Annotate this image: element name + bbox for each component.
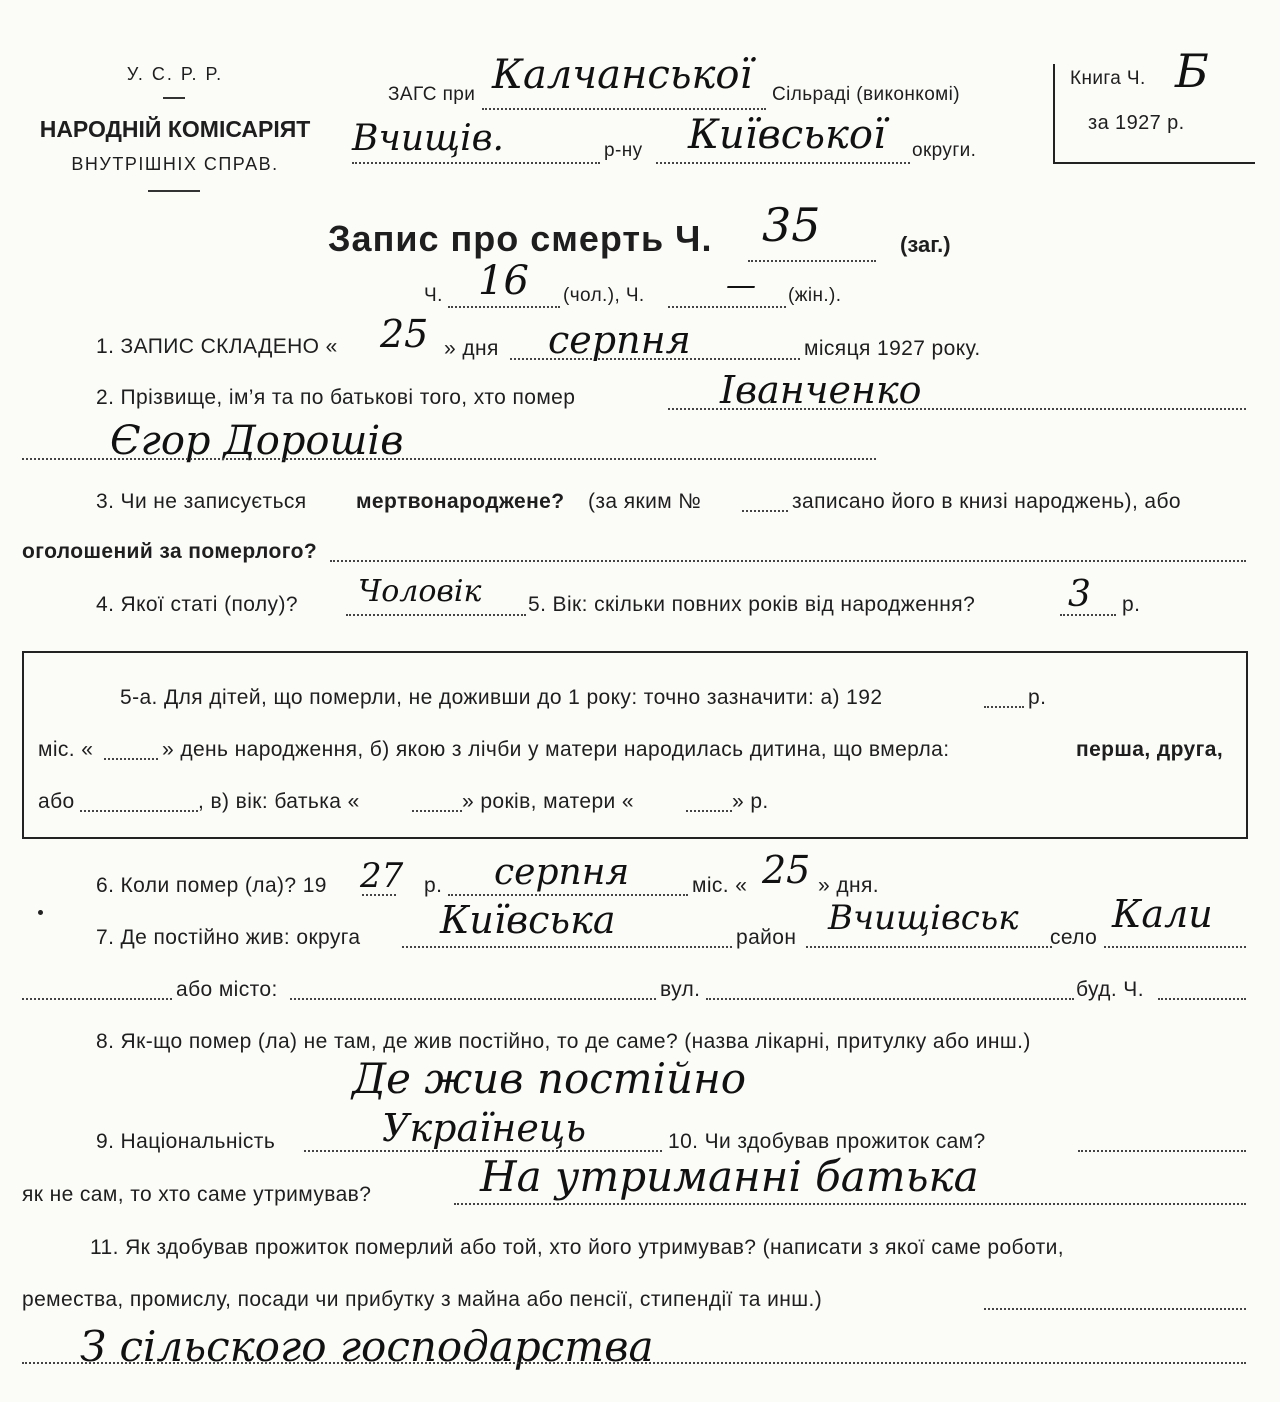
zags-council-hw: Калчанської [492, 52, 753, 98]
field7-f: буд. Ч. [1076, 978, 1144, 1001]
field3-bold2: оголошений за померлого? [22, 540, 318, 563]
header-ussr: У. С. Р. Р. [126, 64, 224, 84]
dotted-line [482, 108, 766, 110]
dotted-line [686, 810, 732, 812]
dotted-line [748, 260, 876, 262]
field8-hw: Де жив постійно [352, 1054, 747, 1103]
dotted-line [984, 1308, 1246, 1310]
field7-d: або місто: [176, 978, 278, 1001]
dotted-line [984, 706, 1024, 708]
book-label: Книга Ч. [1070, 68, 1146, 89]
field5-hw: 3 [1068, 574, 1091, 615]
field5a-line1b: р. [1028, 686, 1047, 709]
zags-prefix: ЗАГС при [388, 84, 476, 105]
dotted-line [362, 894, 396, 896]
dotted-line [1078, 1150, 1246, 1152]
field7-c: село [1050, 926, 1098, 949]
field9-hw: Українець [382, 1106, 587, 1150]
dotted-line [290, 998, 656, 1000]
field3-line1b: (за яким № [588, 490, 702, 513]
field7-okrug-hw: Київська [440, 898, 616, 942]
title-number-hw: 35 [762, 198, 821, 252]
page-title: Запис про смерть Ч. [328, 218, 713, 259]
dotted-line [1104, 946, 1246, 948]
dotted-line [412, 810, 462, 812]
zags-suffix: Сільраді (виконкомі) [772, 84, 960, 105]
field5a-line2a: міс. « [38, 738, 94, 761]
field10-hw: На утриманні батька [480, 1152, 979, 1201]
book-number-hw: Б [1175, 44, 1209, 98]
field5a-bold: перша, друга, [1076, 738, 1224, 761]
dotted-line [656, 162, 910, 164]
field11-hw: З сільского господарства [80, 1322, 654, 1371]
dotted-line [330, 560, 1246, 562]
field7-a: 7. Де постійно жив: округа [96, 926, 361, 949]
field10-b: як не сам, то хто саме утримував? [22, 1183, 372, 1206]
field5a-line2b: » день народження, б) якою з лічби у матери народилась дитина, що вмерла: [162, 738, 950, 761]
field2-name-hw: Єгор Дорошів [110, 418, 404, 464]
dotted-line [22, 1362, 1246, 1364]
dotted-line [22, 998, 172, 1000]
field7-village-hw: Кали [1112, 892, 1213, 936]
field6-a: 6. Коли помер (ла)? 19 [96, 874, 327, 897]
subnumber-ch1: Ч. [424, 285, 443, 306]
field7-b: район [736, 926, 797, 949]
dotted-line [668, 306, 786, 308]
dotted-line [448, 306, 560, 308]
field7-e: вул. [660, 978, 701, 1001]
divider [163, 97, 185, 99]
field2-label: 2. Прізвище, ім’я та по батькові того, хто помер [96, 386, 576, 409]
zags-okrug-hw: Київської [688, 112, 886, 158]
field5-unit: р. [1122, 593, 1141, 616]
header-dept: ВНУТРІШНІХ СПРАВ. [71, 154, 279, 174]
field5a-line3c: » років, матери « [462, 790, 634, 813]
field3-line1a: 3. Чи не записується [96, 490, 307, 513]
dotted-line [104, 758, 158, 760]
field3-bold1: мертвонароджене? [356, 490, 565, 513]
field10-label: 10. Чи здобував прожиток сам? [668, 1130, 986, 1153]
field3-line1c: записано його в книзі народжень), або [792, 490, 1181, 513]
dotted-line [454, 1203, 1246, 1205]
field8-label: 8. Як-що помер (ла) не там, де жив постійно, то де саме? (назва лікарні, притулку або инш.) [96, 1030, 1031, 1053]
field1-mid: » дня [444, 337, 499, 360]
dotted-line [806, 946, 1052, 948]
field5a-line3a: або [38, 790, 75, 813]
field6-b: р. [424, 874, 443, 897]
field1-suffix: місяця 1927 року. [804, 337, 981, 360]
zags-rayon-label: р-ну [604, 140, 643, 161]
dotted-line [448, 894, 688, 896]
dotted-line [1060, 614, 1116, 616]
dotted-line [352, 162, 600, 164]
stray-dot [38, 910, 43, 915]
dotted-line [706, 998, 1074, 1000]
field5a-line3d: » р. [732, 790, 769, 813]
title-suffix: (заг.) [900, 232, 951, 257]
field4-label: 4. Якої статі (полу)? [96, 593, 298, 616]
dotted-line [1158, 998, 1246, 1000]
field6-day-hw: 25 [762, 848, 811, 892]
header-commissariat: НАРОДНІЙ КОМІСАРІЯТ [39, 116, 311, 142]
dotted-line [402, 946, 732, 948]
female-label: (жін.). [788, 285, 842, 306]
field11-line1: 11. Як здобував прожиток померлий або той, хто його утримував? (написати з якої саме роботи, [90, 1236, 1064, 1259]
field7-rayon-hw: Вчищівськ [828, 898, 1019, 938]
dotted-line [80, 810, 198, 812]
field6-month-hw: серпня [494, 852, 630, 893]
male-label: (чол.), Ч. [563, 285, 645, 306]
zags-rayon-hw: Вчищів. [352, 118, 504, 159]
field5a-line3b: , в) вік: батька « [198, 790, 360, 813]
field1-day-hw: 25 [380, 312, 429, 356]
dotted-line [22, 458, 876, 460]
field9-label: 9. Національність [96, 1130, 276, 1153]
field6-c: міс. « [692, 874, 748, 897]
field1-month-hw: серпня [548, 318, 691, 362]
dotted-line [742, 510, 788, 512]
field6-d: » дня. [818, 874, 879, 897]
field4-hw: Чоловік [358, 574, 482, 609]
field5a-line1a: 5-а. Для дітей, що померли, не доживши до 1 року: точно зазначити: а) 192 [120, 686, 883, 709]
female-number-hw: — [726, 268, 756, 303]
zags-okrug-label: округи. [912, 140, 977, 161]
field5-label: 5. Вік: скільки повних років від народження? [528, 593, 976, 616]
dotted-line [346, 614, 526, 616]
divider [148, 190, 200, 192]
field6-year-hw: 27 [360, 856, 404, 896]
book-year: за 1927 р. [1088, 112, 1185, 134]
field2-surname-hw: Іванченко [720, 368, 922, 412]
field1-prefix: 1. ЗАПИС СКЛАДЕНО « [96, 335, 338, 358]
male-number-hw: 16 [478, 258, 529, 304]
field11-line2: ремества, промислу, посади чи прибутку з майна або пенсії, стипендії та инш.) [22, 1288, 823, 1311]
